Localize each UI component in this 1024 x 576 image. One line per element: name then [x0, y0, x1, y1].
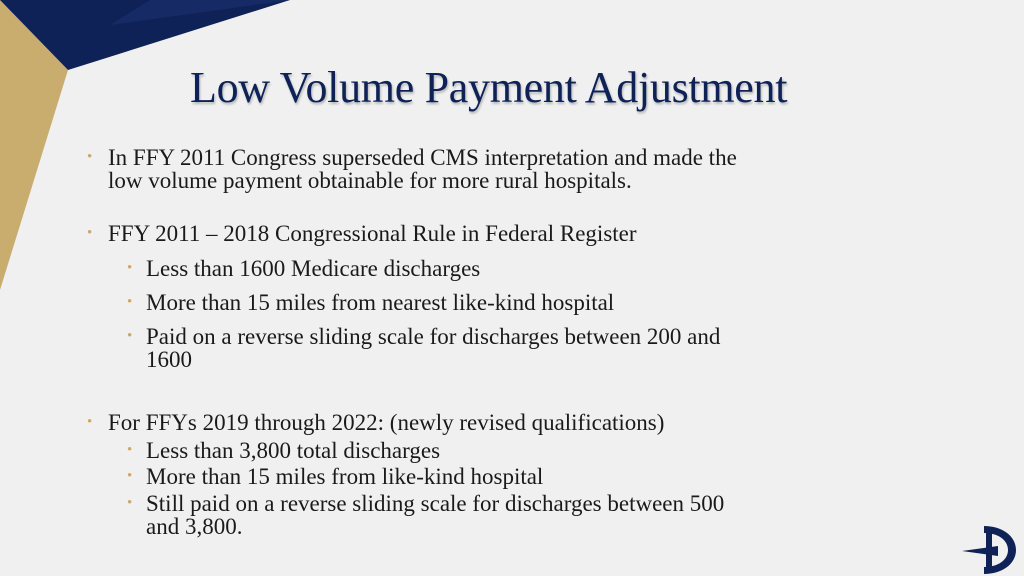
organization-logo — [958, 520, 1024, 576]
bullet-line: low volume payment obtainable for more rural hospitals. — [108, 168, 632, 193]
sub-bullet-line: 1600 — [146, 347, 192, 372]
bullet-marker: • — [87, 149, 93, 165]
bullet-marker: • — [127, 260, 133, 276]
sub-bullet-line: Paid on a reverse sliding scale for discharges between 200 and — [146, 324, 721, 349]
bullet-marker: • — [87, 414, 93, 430]
sub-bullet-line: Less than 3,800 total discharges — [146, 438, 441, 463]
logo-arrow — [962, 546, 998, 556]
bullet-marker: • — [127, 328, 133, 344]
bullet-line: For FFYs 2019 through 2022: (newly revised qualifications) — [108, 410, 665, 435]
sub-bullet-line: Less than 1600 Medicare discharges — [146, 256, 481, 281]
bullet-marker: • — [127, 442, 133, 458]
bullet-marker: • — [127, 468, 133, 484]
bullet-line: In FFY 2011 Congress superseded CMS interpretation and made the — [108, 145, 737, 170]
sub-bullet-line: and 3,800. — [146, 514, 243, 539]
sub-bullet-line: More than 15 miles from nearest like-kind hospital — [146, 290, 615, 315]
slide-title: Low Volume Payment Adjustment — [190, 63, 788, 112]
bullet-marker: • — [127, 294, 133, 310]
bullet-line: FFY 2011 – 2018 Congressional Rule in Federal Register — [108, 221, 637, 246]
bullet-marker: • — [127, 495, 133, 511]
sub-bullet-line: More than 15 miles from like-kind hospital — [146, 464, 544, 489]
bullet-marker: • — [87, 225, 93, 241]
sub-bullet-line: Still paid on a reverse sliding scale for discharges between 500 — [146, 491, 725, 516]
logo-stem — [986, 532, 992, 568]
